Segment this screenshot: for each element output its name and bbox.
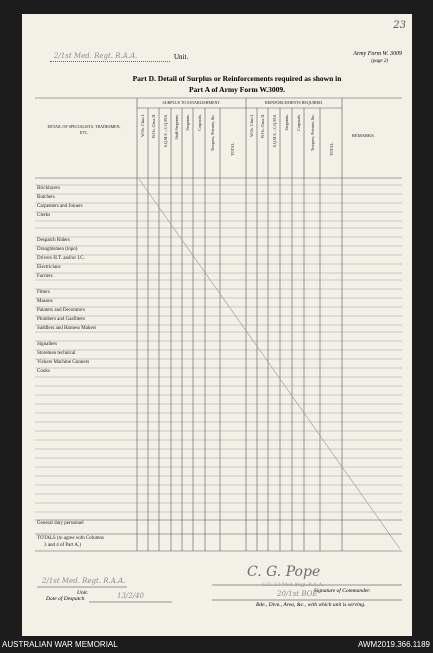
trade-label: Signallers bbox=[37, 342, 57, 347]
trade-label: Clerks bbox=[37, 213, 51, 218]
page-number: 23 bbox=[393, 20, 406, 31]
surplus-col-header: W.Os. Class I. bbox=[140, 114, 145, 137]
surplus-col-header: W.Os. Class II. bbox=[151, 114, 156, 139]
signature-label: Signature of Commander. bbox=[314, 588, 371, 594]
surplus-col-header: S.Q.M.S. ; C.Q.M.S. bbox=[163, 114, 168, 148]
col-detail-header: DETAIL OF SPECIALISTS, TRADESMEN, ETC. bbox=[47, 124, 121, 135]
trade-label: Butchers bbox=[37, 195, 55, 200]
unit-handwritten: 2/1st Med. Regt. R.A.A. bbox=[54, 52, 138, 60]
trade-label: Despatch Riders bbox=[37, 238, 70, 243]
surplus-col-header: TOTAL. bbox=[230, 142, 235, 156]
caption-institution: AUSTRALIAN WAR MEMORIAL bbox=[2, 640, 118, 649]
reinforcement-col-header: S.Q.M.S. ; C.Q.M.S. bbox=[272, 114, 277, 148]
commander-stamp: C.O. 2/1 Med. Regt. R.A.A. bbox=[262, 582, 324, 588]
reinforcement-col-header: Corporals. bbox=[296, 114, 301, 131]
surplus-col-header: Troopers, Privates, &c. bbox=[210, 114, 215, 152]
trade-label: Electricians bbox=[37, 265, 61, 270]
reinforcement-col-header: W.Os. Class I. bbox=[249, 114, 254, 137]
title-line1: Part D. Detail of Surplus or Reinforcements required as shown in bbox=[132, 74, 342, 83]
trade-label: Storemen technical bbox=[37, 351, 76, 356]
footer-unit-handwritten: 2/1st Med. Regt. R.A.A. bbox=[42, 577, 126, 585]
bde-label: Bde., Divn., Area, &c., with which unit is serving. bbox=[256, 602, 366, 608]
form-name: Army Form W. 3009 bbox=[353, 51, 402, 57]
date-of-despatch-label: Date of Despatch bbox=[46, 596, 85, 602]
trade-label: Cooks bbox=[37, 369, 50, 374]
col-remarks-header: REMARKS. bbox=[352, 133, 375, 138]
surplus-col-header: Staff-Sergeants. bbox=[174, 114, 179, 140]
trade-label: Fitters bbox=[37, 290, 50, 295]
trade-label: Saddlers and Harness Makers bbox=[37, 326, 97, 331]
trade-label: Carpenters and Joiners bbox=[37, 204, 83, 209]
surplus-col-header: Sergeants. bbox=[185, 114, 190, 131]
group-surplus-header: SURPLUS TO ESTABLISHMENT. bbox=[162, 100, 221, 105]
reinforcement-col-header: Troopers, Privates, &c. bbox=[310, 114, 315, 152]
trade-label: Painters and Decorators bbox=[37, 308, 85, 313]
trade-label: Draughtsmen (topo) bbox=[37, 247, 78, 252]
unit-label: Unit. bbox=[174, 53, 189, 61]
totals-label-line1: TOTALS (to agree with Columns bbox=[37, 536, 104, 541]
trade-label: Plumbers and Gasfitters bbox=[37, 317, 86, 322]
date-handwritten: 13/2/40 bbox=[117, 592, 144, 600]
surplus-col-header: Corporals. bbox=[197, 114, 202, 131]
reinforcement-col-header: Sergeants. bbox=[284, 114, 289, 131]
trade-label: Masons bbox=[37, 299, 53, 304]
title-line2: Part A of Army Form W.3009. bbox=[188, 85, 286, 94]
caption-accession-number: AWM2019.366.1189 bbox=[357, 640, 430, 649]
footer-unit-label: Unit. bbox=[77, 590, 89, 596]
trade-label: Drivers H.T. and/or I.C. bbox=[37, 256, 85, 261]
form-sheet bbox=[22, 14, 412, 636]
cross-out-line bbox=[139, 179, 400, 549]
group-reinforcements-header: REINFORCEMENTS REQUIRED. bbox=[264, 100, 323, 105]
reinforcement-col-header: W.Os. Class II. bbox=[260, 114, 265, 139]
totals-label-line2: 3 and 4 of Part A.) bbox=[44, 543, 81, 548]
trade-label: Vickers Machine Gunners bbox=[37, 360, 90, 365]
reinforcement-col-header: TOTAL. bbox=[329, 142, 334, 156]
form-page: (page 2) bbox=[371, 59, 388, 64]
general-duty-label: General duty personnel bbox=[37, 521, 84, 526]
commander-signature: C. G. Pope bbox=[247, 564, 321, 580]
trade-label: Farriers bbox=[37, 274, 53, 279]
trade-label: Bricklayers bbox=[37, 186, 61, 191]
bde-handwritten: 20/1st BOE bbox=[277, 590, 318, 598]
